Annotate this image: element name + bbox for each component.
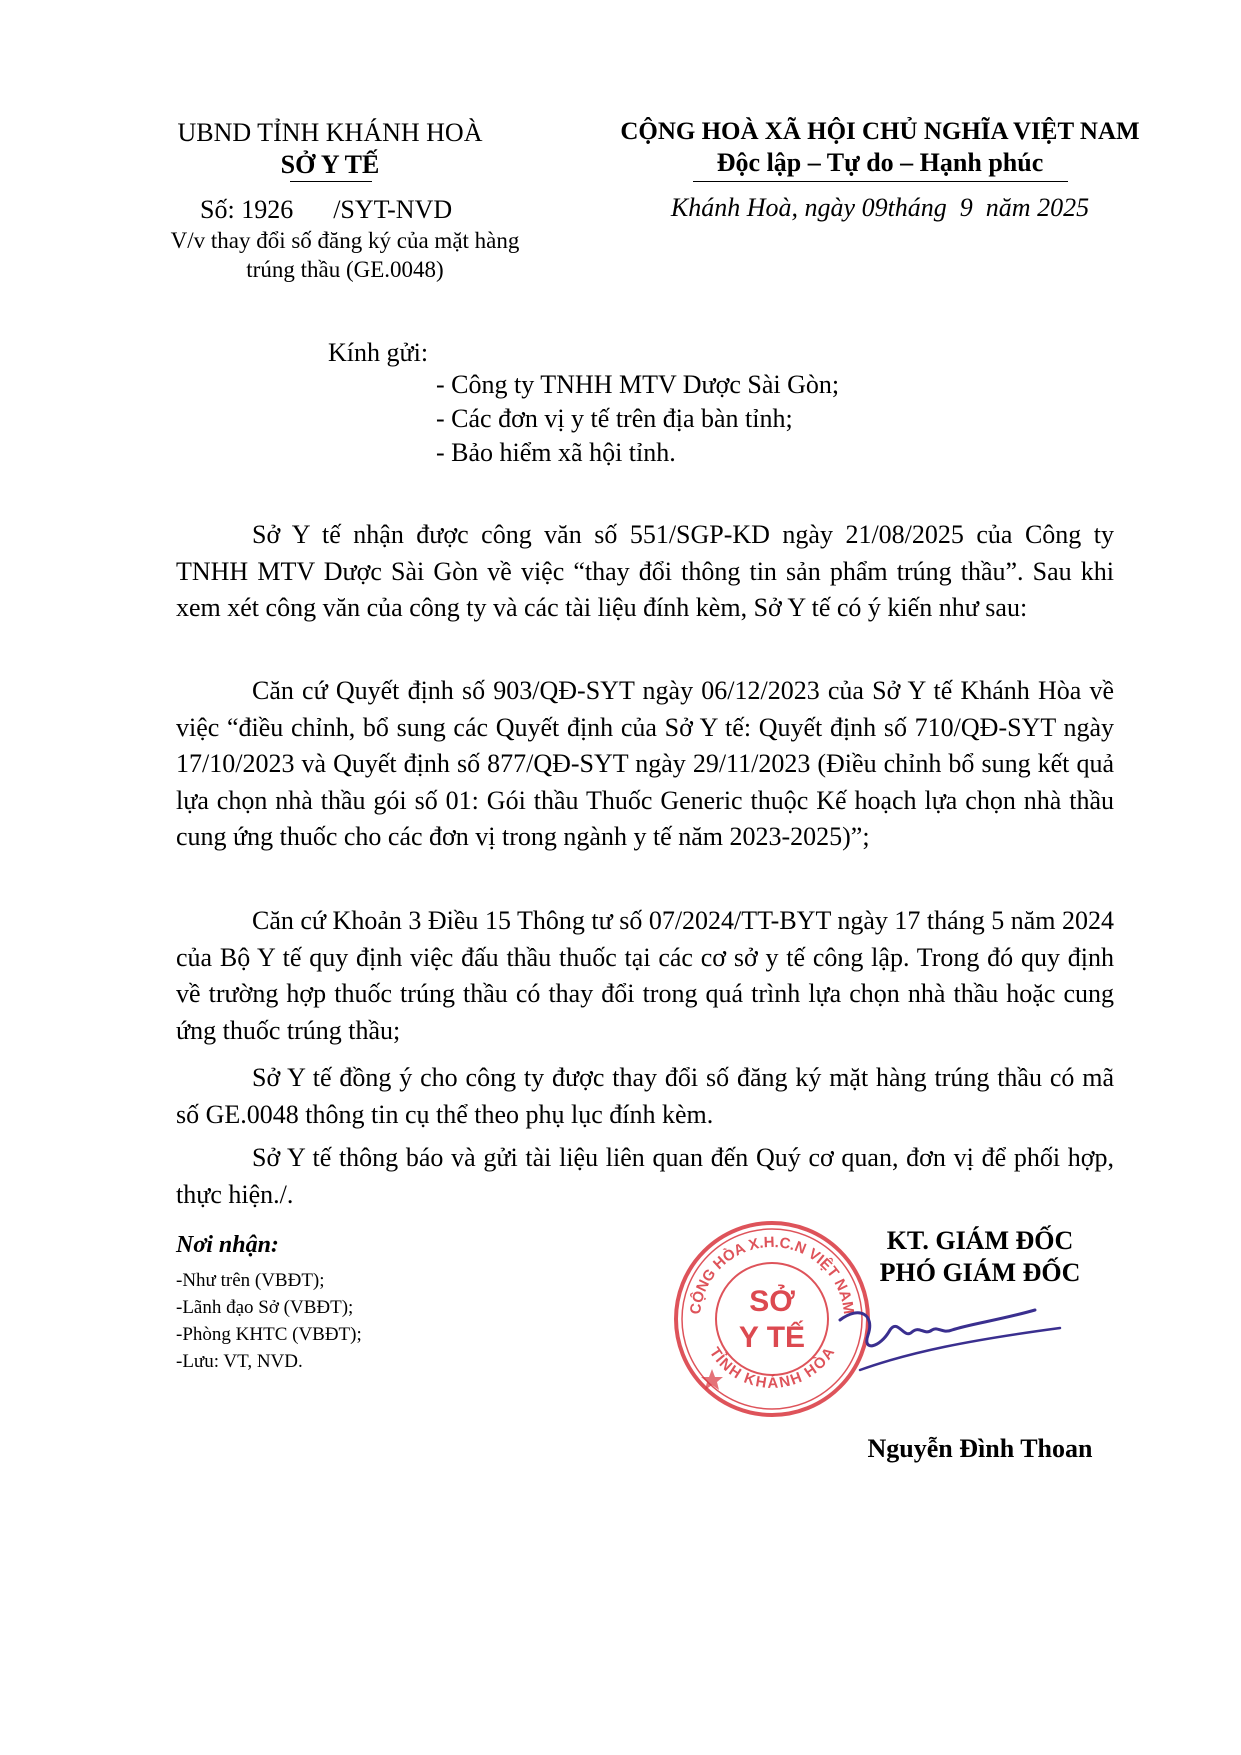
recipient-item: - Các đơn vị y tế trên địa bàn tỉnh;: [436, 404, 793, 433]
document-number-value: 1926: [241, 195, 294, 224]
authority-underline: [290, 181, 372, 182]
issuing-authority-name: SỞ Y TẾ: [280, 150, 380, 179]
document-number: [200, 195, 452, 225]
distribution-item: -Như trên (VBĐT);: [176, 1270, 325, 1291]
distribution-item: -Lưu: VT, NVD.: [176, 1351, 303, 1372]
national-title: CỘNG HOÀ XÃ HỘI CHỦ NGHĨA VIỆT NAM: [620, 118, 1140, 145]
seal-inner-line2: Y TẾ: [738, 1321, 806, 1354]
body-paragraph: Căn cứ Quyết định số 903/QĐ-SYT ngày 06/12/2023 của Sở Y tế Khánh Hòa về việc “điều chỉnh, bổ sung các Quyết định của Sở Y tế: Quyết định số 710/QĐ-SYT ngày 17/10/2023 và Quyết định số 877/QĐ-SYT ngày 29/11/2023 (Điều chỉnh bổ sung kết quả lựa chọn nhà thầu gói số 01: Gói thầu Thuốc Generic thuộc Kế hoạch lựa chọn nhà thầu cung ứng thuốc cho các đơn vị trong ngành y tế năm 2023-2025)”;: [176, 676, 1114, 851]
subject-line: trúng thầu (GE.0048): [246, 257, 444, 282]
document-subject: [150, 226, 540, 284]
distribution-item: -Lãnh đạo Sở (VBĐT);: [176, 1297, 354, 1318]
signature-title-line1: KT. GIÁM ĐỐC: [886, 1226, 1074, 1255]
national-motto: Độc lập – Tự do – Hạnh phúc: [716, 148, 1044, 177]
document-number-suffix: /SYT-NVD: [333, 195, 453, 224]
motto-underline: [693, 181, 1068, 182]
distribution-item: -Phòng KHTC (VBĐT);: [176, 1324, 362, 1345]
signer-name: Nguyễn Đình Thoan: [867, 1434, 1093, 1463]
recipient-item: - Công ty TNHH MTV Dược Sài Gòn;: [436, 370, 840, 399]
body-paragraph: Sở Y tế nhận được công văn số 551/SGP-KD ngày 21/08/2025 của Công ty TNHH MTV Dược Sài Gòn về việc “thay đổi thông tin sản phẩm trúng thầu”. Sau khi xem xét công văn của công ty và các tài liệu đính kèm, Sở Y tế có ý kiến như sau:: [176, 520, 1114, 622]
signature-title-line2: PHÓ GIÁM ĐỐC: [879, 1258, 1081, 1287]
handwritten-signature: [820, 1290, 1080, 1400]
body-paragraph: Sở Y tế đồng ý cho công ty được thay đổi số đăng ký mặt hàng trúng thầu có mã số GE.0048 thông tin cụ thể theo phụ lục đính kèm.: [176, 1063, 1114, 1129]
seal-inner-line1: SỞ: [749, 1285, 795, 1318]
body-paragraph: Căn cứ Khoản 3 Điều 15 Thông tư số 07/2024/TT-BYT ngày 17 tháng 5 năm 2024 của Bộ Y tế quy định việc đấu thầu thuốc tại các cơ sở y tế công lập. Trong đó quy định về trường hợp thuốc trúng thầu có thay đổi trong quá trình lựa chọn nhà thầu hoặc cung ứng thuốc trúng thầu;: [176, 906, 1114, 1045]
recipient-item: - Bảo hiểm xã hội tỉnh.: [436, 438, 676, 467]
seal-bottom-text: TỈNH KHÁNH HÒA: [705, 1344, 839, 1392]
issuing-authority-parent: UBND TỈNH KHÁNH HOÀ: [177, 118, 483, 147]
greeting-label: Kính gửi:: [328, 338, 429, 367]
place-and-date: Khánh Hoà, ngày 09tháng 9 năm 2025: [670, 193, 1090, 222]
distribution-title: Nơi nhận:: [176, 1232, 279, 1258]
seal-outer-text: CỘNG HÒA X.H.C.N VIỆT NAM: [687, 1233, 858, 1316]
document-number-prefix: Số:: [200, 195, 235, 224]
subject-line: V/v thay đổi số đăng ký của mặt hàng: [170, 228, 520, 253]
body-paragraph: Sở Y tế thông báo và gửi tài liệu liên quan đến Quý cơ quan, đơn vị để phối hợp, thực hiện./.: [176, 1143, 1114, 1209]
